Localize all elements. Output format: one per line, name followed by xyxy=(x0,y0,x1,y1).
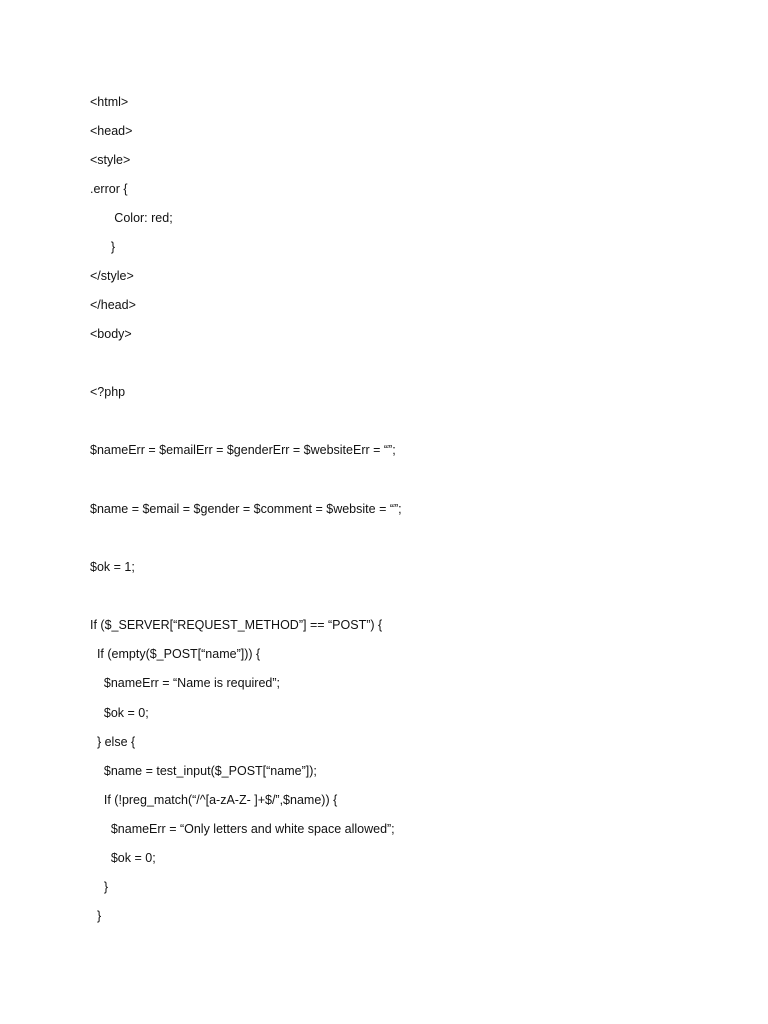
code-line-preg-match: If (!preg_match(“/^[a-zA-Z- ]+$/”,$name)) { xyxy=(90,793,338,807)
code-line-else: } else { xyxy=(90,735,136,749)
code-line-style-close: </style> xyxy=(90,269,134,283)
code-line-head-close: </head> xyxy=(90,298,136,312)
code-line-color-rule: Color: red; xyxy=(90,211,173,225)
code-line-style-open: <style> xyxy=(90,153,131,167)
code-line-if-empty-name: If (empty($_POST[“name”])) { xyxy=(90,647,261,661)
code-line-inner-close: } xyxy=(90,880,109,894)
code-line-only-letters: $nameErr = “Only letters and white space allowed”; xyxy=(90,822,395,836)
code-line-ok-zero: $ok = 0; xyxy=(90,706,149,720)
code-line-ok-zero-inner: $ok = 0; xyxy=(90,851,156,865)
code-line-err-vars: $nameErr = $emailErr = $genderErr = $websiteErr = “”; xyxy=(90,443,396,457)
code-line-ok-init: $ok = 1; xyxy=(90,560,135,574)
code-line-outer-close: } xyxy=(90,909,102,923)
code-line-head-open: <head> xyxy=(90,124,133,138)
code-line-if-post: If ($_SERVER[“REQUEST_METHOD”] == “POST”) { xyxy=(90,618,383,632)
code-line-name-required: $nameErr = “Name is required”; xyxy=(90,676,280,690)
code-line-test-input: $name = test_input($_POST[“name”]); xyxy=(90,764,317,778)
code-line-body-open: <body> xyxy=(90,327,132,341)
code-line-html-open: <html> xyxy=(90,95,129,109)
code-line-field-vars: $name = $email = $gender = $comment = $website = “”; xyxy=(90,502,402,516)
code-line-error-selector: .error { xyxy=(90,182,128,196)
code-line-rule-close: } xyxy=(90,240,116,254)
code-line-php-open: <?php xyxy=(90,385,126,399)
